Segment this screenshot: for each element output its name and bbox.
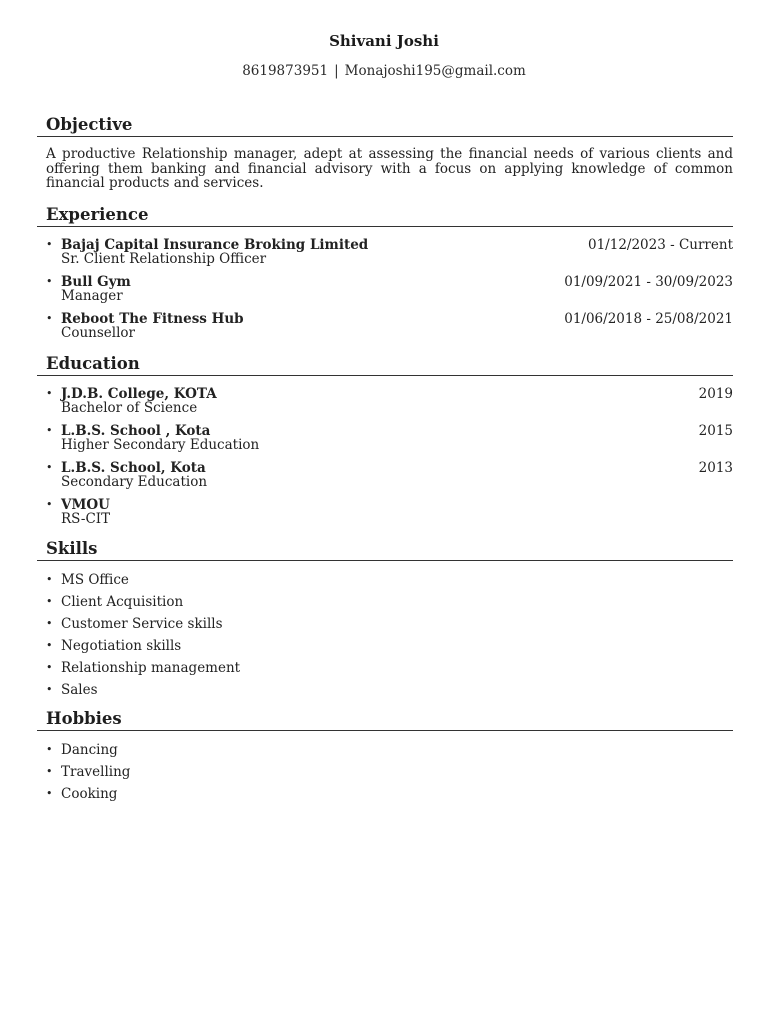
education-item (37, 387, 733, 424)
bullet-icon: • (46, 498, 53, 511)
education-institution: J.D.B. College, KOTA (61, 386, 217, 402)
education-degree: RS-CIT (61, 511, 111, 527)
hobby-label: Travelling (61, 764, 131, 780)
experience-section (37, 204, 733, 349)
hobbies-list (37, 739, 733, 805)
contact-line (0, 63, 768, 79)
experience-item (37, 312, 733, 349)
objective-section (37, 114, 733, 191)
skill-label: Sales (61, 682, 98, 698)
experience-dates: 01/06/2018 - 25/08/2021 (564, 311, 733, 327)
skill-item (37, 591, 733, 613)
experience-item (37, 238, 733, 275)
email-address: Monajoshi195@gmail.com (344, 63, 526, 79)
education-year: 2015 (698, 423, 733, 439)
section-title-education: Education (37, 353, 733, 376)
section-title-hobbies: Hobbies (37, 708, 733, 731)
education-year: 2019 (698, 386, 733, 402)
education-list (37, 387, 733, 535)
skill-item (37, 635, 733, 657)
bullet-icon: • (46, 661, 53, 674)
education-item (37, 424, 733, 461)
bullet-icon: • (46, 787, 53, 800)
skill-item (37, 657, 733, 679)
skills-list (37, 569, 733, 701)
skills-section (37, 538, 733, 701)
experience-company: Reboot The Fitness Hub (61, 311, 244, 327)
education-section (37, 353, 733, 535)
skill-label: Client Acquisition (61, 594, 184, 610)
education-degree: Higher Secondary Education (61, 437, 260, 453)
education-year: 2013 (698, 460, 733, 476)
bullet-icon: • (46, 595, 53, 608)
objective-text: A productive Relationship manager, adept at assessing the financial needs of various clients and offering them banking and financial advisory with a focus on applying knowledge of common financial products and services. (46, 146, 733, 191)
skill-label: MS Office (61, 572, 129, 588)
section-title-objective: Objective (37, 114, 733, 137)
hobby-label: Cooking (61, 786, 118, 802)
candidate-name: Shivani Joshi (329, 32, 439, 50)
education-institution: VMOU (61, 497, 110, 513)
bullet-icon: • (46, 683, 53, 696)
bullet-icon: • (46, 312, 53, 325)
hobby-label: Dancing (61, 742, 118, 758)
contact-separator: | (334, 63, 339, 79)
bullet-icon: • (46, 617, 53, 630)
experience-role: Counsellor (61, 325, 135, 341)
experience-company: Bajaj Capital Insurance Broking Limited (61, 237, 369, 253)
experience-item (37, 275, 733, 312)
education-item (37, 461, 733, 498)
education-degree: Bachelor of Science (61, 400, 198, 416)
bullet-icon: • (46, 238, 53, 251)
bullet-icon: • (46, 461, 53, 474)
education-institution: L.B.S. School, Kota (61, 460, 206, 476)
bullet-icon: • (46, 387, 53, 400)
bullet-icon: • (46, 743, 53, 756)
skill-item (37, 613, 733, 635)
section-title-skills: Skills (37, 538, 733, 561)
hobby-item (37, 739, 733, 761)
phone-number: 8619873951 (242, 63, 329, 79)
experience-dates: 01/09/2021 - 30/09/2023 (564, 274, 733, 290)
bullet-icon: • (46, 639, 53, 652)
bullet-icon: • (46, 573, 53, 586)
skill-label: Negotiation skills (61, 638, 182, 654)
experience-role: Sr. Client Relationship Officer (61, 251, 267, 267)
section-title-experience: Experience (37, 204, 733, 227)
bullet-icon: • (46, 275, 53, 288)
bullet-icon: • (46, 765, 53, 778)
experience-dates: 01/12/2023 - Current (588, 237, 733, 253)
education-item (37, 498, 733, 535)
education-degree: Secondary Education (61, 474, 208, 490)
bullet-icon: • (46, 424, 53, 437)
hobby-item (37, 761, 733, 783)
experience-company: Bull Gym (61, 274, 131, 290)
skill-item (37, 569, 733, 591)
experience-list (37, 238, 733, 349)
skill-label: Relationship management (61, 660, 241, 676)
skill-item (37, 679, 733, 701)
experience-role: Manager (61, 288, 123, 304)
education-institution: L.B.S. School , Kota (61, 423, 211, 439)
hobby-item (37, 783, 733, 805)
skill-label: Customer Service skills (61, 616, 223, 632)
hobbies-section (37, 708, 733, 805)
